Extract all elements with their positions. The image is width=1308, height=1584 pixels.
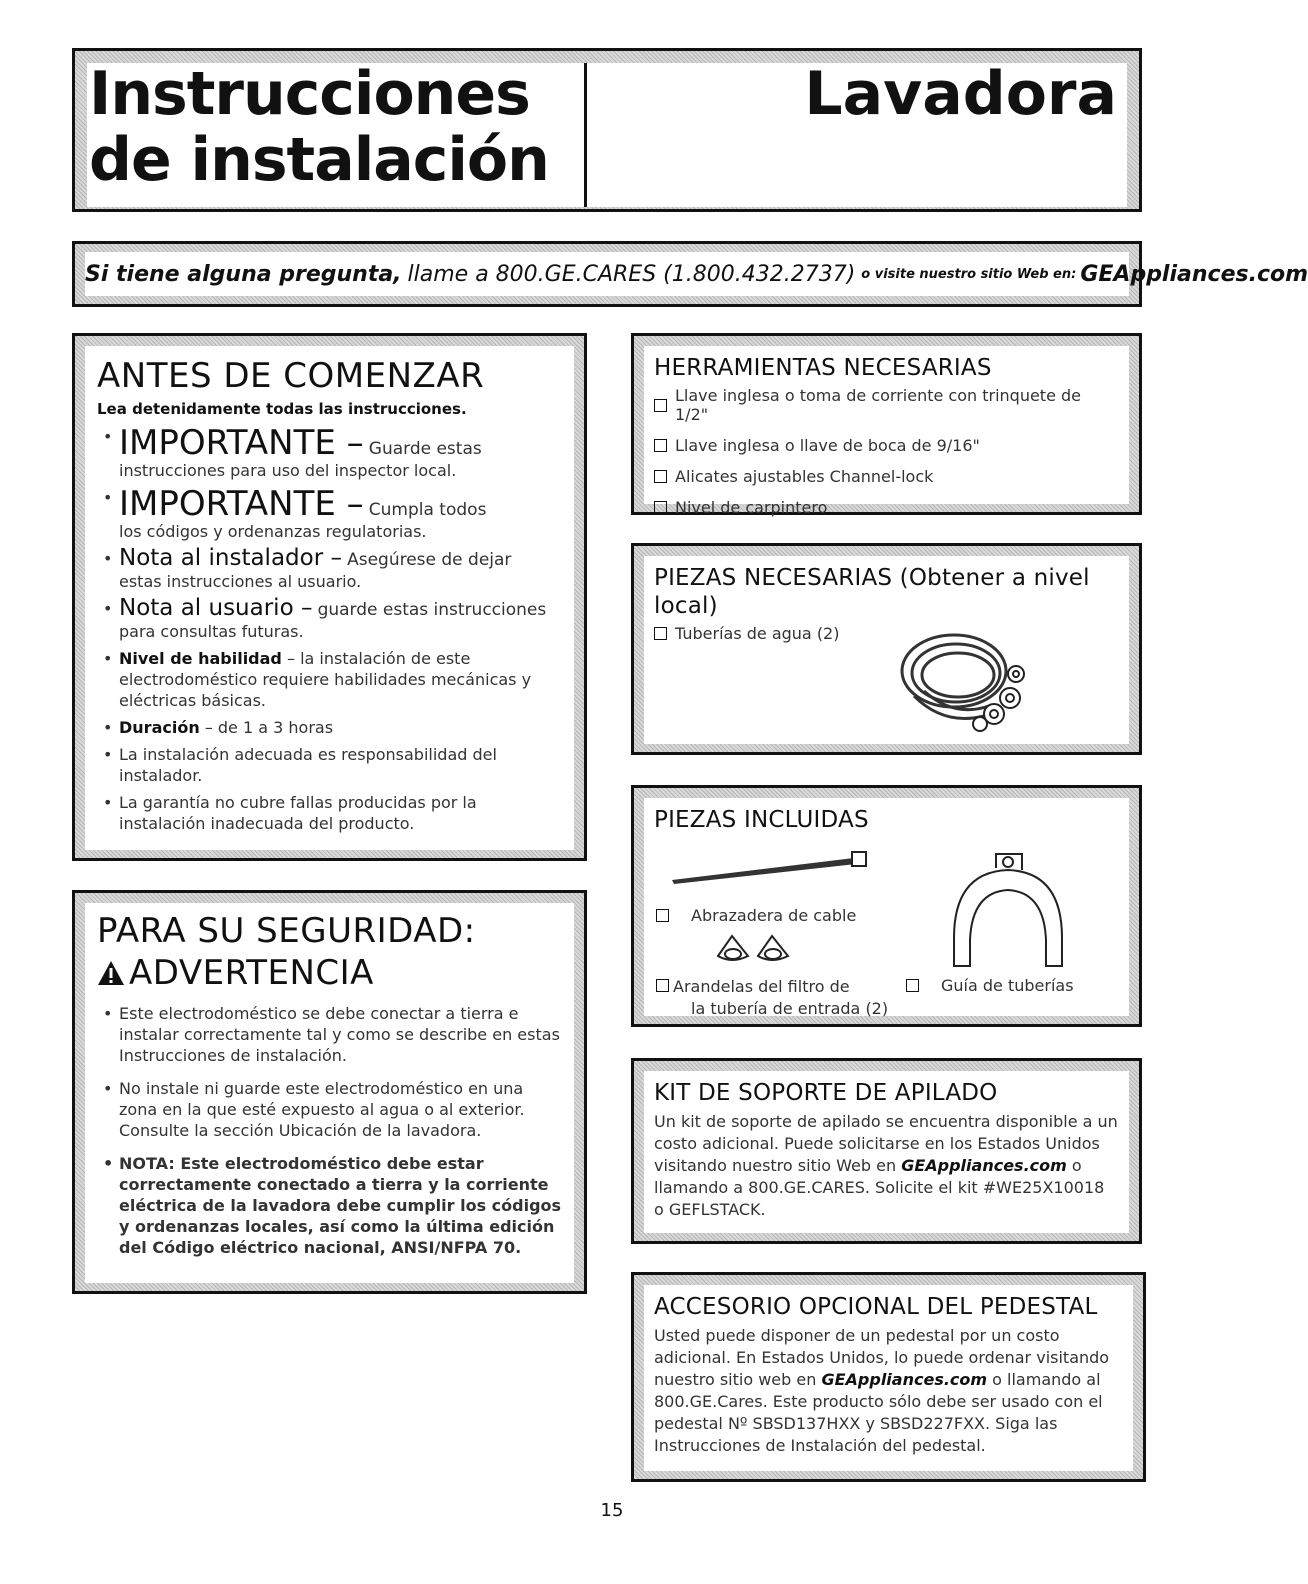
item-text: La garantía no cubre fallas producidas por la instalación inadecuada del producto. (119, 793, 477, 833)
item-text: Guía de tuberías (941, 976, 1074, 995)
contact-bar-inner (85, 252, 1308, 296)
item-text: Abrazadera de cable (691, 906, 857, 925)
water-hose-icon (884, 626, 1034, 736)
warning-label: ADVERTENCIA (129, 953, 374, 993)
before-list (97, 423, 562, 834)
header-inner (87, 59, 1127, 207)
included-parts-inner (644, 798, 1129, 1016)
contact-lead: Si tiene alguna pregunta, (85, 261, 402, 287)
header-divider (584, 63, 587, 207)
section-title: HERRAMIENTAS NECESARIAS (654, 355, 992, 381)
contact-visit: o visite nuestro sitio Web en: (861, 266, 1077, 282)
tools-box (631, 333, 1142, 515)
note-user-label: Nota al usuario – (119, 595, 313, 621)
section-title: ANTES DE COMENZAR (97, 356, 485, 396)
cable-tie-icon (668, 848, 878, 888)
checkbox[interactable] (654, 501, 667, 514)
item-text: Alicates ajustables Channel-lock (675, 467, 934, 486)
list-item (97, 717, 562, 738)
item-text: Guarde estas (368, 439, 482, 459)
pedestal-text (654, 1325, 1123, 1457)
important-label: IMPORTANTE – (119, 484, 364, 524)
skill-label: Nivel de habilidad (119, 649, 282, 668)
before-you-begin-box (72, 333, 587, 861)
item-text: Asegúrese de dejar (347, 550, 512, 570)
stacking-kit-text (654, 1111, 1119, 1221)
contact-url-link[interactable]: GEAppliances.com (1080, 261, 1308, 287)
pedestal-accessory-inner (644, 1285, 1133, 1471)
paragraph-text: Usted puede disponer de un pedestal por un costo adicional. En Estados Unidos, lo puede ordenar visitando nuestro sitio web en (654, 1326, 1110, 1389)
before-you-begin-inner (85, 346, 574, 850)
checklist-item (656, 976, 888, 1020)
contact-phone: llame a 800.GE.CARES (1.800.432.2737) (407, 261, 856, 287)
item-text: – la instalación de este electrodoméstico requiere habilidades mecánicas y eléctricas básicas. (119, 649, 532, 710)
item-text: Cumpla todos (368, 500, 487, 520)
item-text: instrucciones para uso del inspector local. (119, 461, 457, 480)
page-number: 15 (600, 1500, 624, 1521)
tools-inner (644, 346, 1129, 517)
list-item: • Este electrodoméstico se debe conectar a tierra e instalar correctamente tal y como se describe en estas Instrucciones de instalación. (97, 1003, 562, 1066)
required-parts-inner (644, 556, 1129, 744)
checkbox[interactable] (654, 439, 667, 452)
contact-bar (72, 241, 1308, 307)
list-item (97, 423, 562, 481)
item-text: Tuberías de agua (2) (675, 624, 840, 643)
paragraph-text: o llamando al 800.GE.Cares. Este producto sólo debe ser usado con el pedestal Nº SBSD137HXX y SBSD227FXX. Siga las Instrucciones de Instalación del pedestal. (654, 1370, 1103, 1455)
checkbox[interactable] (654, 627, 667, 640)
required-parts-box (631, 543, 1142, 755)
item-text: para consultas futuras. (119, 622, 304, 641)
list-item (97, 484, 562, 542)
item-text: Llave inglesa o toma de corriente con trinquete de 1/2" (675, 386, 1082, 424)
list-item (97, 545, 562, 592)
checklist-item (654, 498, 1119, 517)
section-title: KIT DE SOPORTE DE APILADO (654, 1080, 998, 1106)
warning-heading (97, 953, 562, 993)
safety-list (97, 1003, 562, 1258)
checkbox[interactable] (656, 979, 669, 992)
stacking-kit-inner (644, 1071, 1129, 1233)
list-item (97, 648, 562, 711)
section-lead: Lea detenidamente todas las instrucciones. (97, 400, 467, 418)
important-label: IMPORTANTE – (119, 423, 364, 463)
checklist-item (906, 976, 1074, 995)
warning-icon (97, 959, 125, 987)
item-text-line: Arandelas del filtro de (673, 977, 850, 996)
included-parts-box (631, 785, 1142, 1027)
page-header (72, 48, 1142, 212)
section-title: PIEZAS NECESARIAS (Obtener a nivel local) (654, 565, 1090, 619)
filter-washer-icon (714, 930, 804, 966)
checkbox[interactable] (906, 979, 919, 992)
checkbox[interactable] (656, 909, 669, 922)
section-title: ACCESORIO OPCIONAL DEL PEDESTAL (654, 1294, 1098, 1320)
title-line-2: de instalación (89, 125, 549, 195)
note-installer-label: Nota al instalador – (119, 545, 342, 571)
list-item (97, 595, 562, 642)
website-link[interactable]: GEAppliances.com (821, 1370, 988, 1389)
duration-label: Duración (119, 718, 200, 737)
pedestal-accessory-box (631, 1272, 1146, 1482)
hose-guide-icon (944, 848, 1074, 968)
checklist-item (654, 436, 1119, 455)
paragraph-text: o llamando a 800.GE.CARES. Solicite el kit #WE25X10018 o GEFLSTACK. (654, 1156, 1105, 1219)
safety-box (72, 890, 587, 1294)
item-text: Llave inglesa o llave de boca de 9/16" (675, 436, 980, 455)
checklist-item (654, 467, 1119, 486)
stacking-kit-box (631, 1058, 1142, 1244)
list-item (97, 792, 562, 834)
checkbox[interactable] (654, 399, 667, 412)
item-text: guarde estas instrucciones (317, 600, 547, 620)
title-line-1: Instrucciones (89, 59, 530, 129)
item-text-line: la tubería de entrada (2) (691, 999, 889, 1018)
product-title: Lavadora (804, 59, 1117, 129)
list-item (97, 744, 562, 786)
item-text: – de 1 a 3 horas (204, 718, 334, 737)
website-link[interactable]: GEAppliances.com (901, 1156, 1067, 1175)
checklist-item (654, 386, 1119, 424)
safety-inner (85, 903, 574, 1283)
page-title (89, 61, 549, 193)
item-text: estas instrucciones al usuario. (119, 572, 362, 591)
checklist-item (656, 906, 856, 925)
item-text (673, 976, 888, 1020)
item-text: La instalación adecuada es responsabilidad del instalador. (119, 745, 497, 785)
section-title: PARA SU SEGURIDAD: (97, 911, 476, 951)
list-item: • NOTA: Este electrodoméstico debe estar correctamente conectado a tierra y la corriente eléctrica de la lavadora debe cumplir los códigos y ordenanzas locales, así como la última edición del Código eléctrico nacional, ANSI/NFPA 70. (97, 1153, 562, 1258)
section-title: PIEZAS INCLUIDAS (654, 807, 869, 833)
item-text: los códigos y ordenanzas regulatorias. (119, 522, 427, 541)
paragraph-text: Un kit de soporte de apilado se encuentra disponible a un costo adicional. Puede solicitarse en los Estados Unidos visitando nuestro sitio Web en (654, 1112, 1118, 1175)
checkbox[interactable] (654, 470, 667, 483)
item-text: Nivel de carpintero (675, 498, 828, 517)
list-item: • No instale ni guarde este electrodoméstico en una zona en la que esté expuesto al agua o al exterior. Consulte la sección Ubicación de la lavadora. (97, 1078, 562, 1141)
